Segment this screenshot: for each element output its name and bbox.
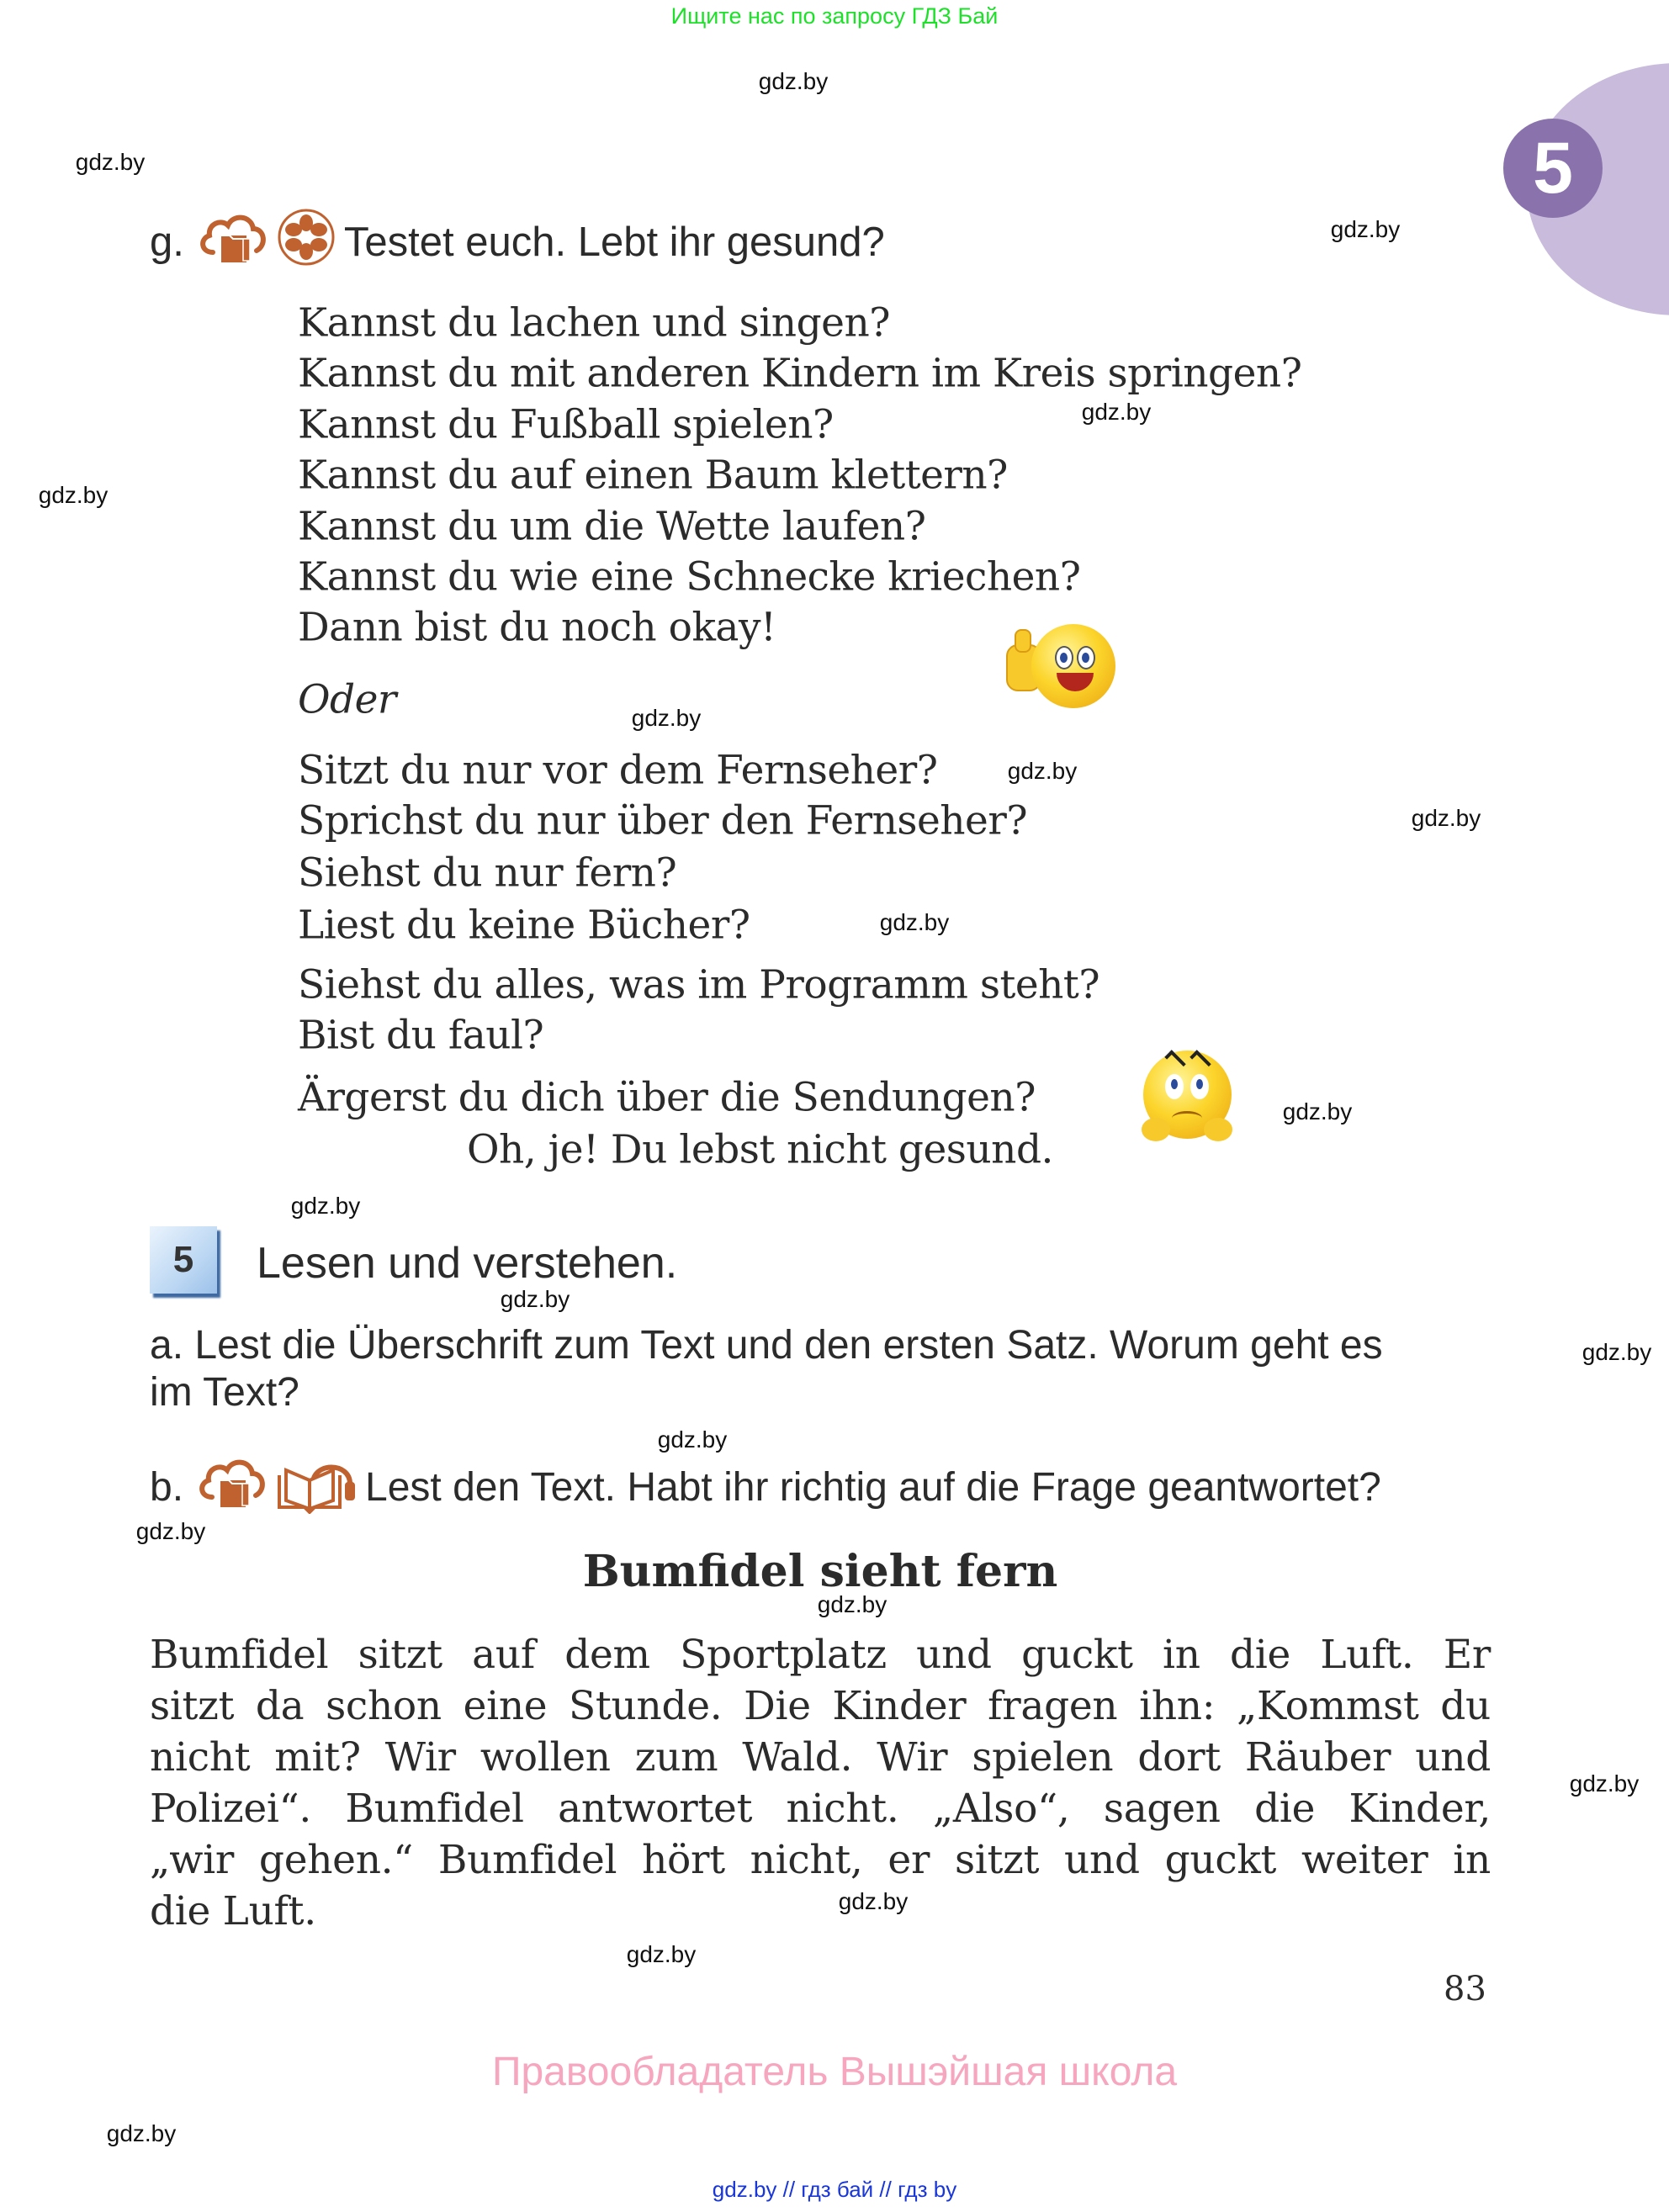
watermark: gdz.by [758, 68, 829, 94]
task-a-label: a. [150, 1323, 184, 1368]
watermark: gdz.by [75, 149, 146, 175]
poem-line: Bist du faul? [298, 1012, 544, 1059]
worried-smiley-icon [1140, 1045, 1237, 1145]
poem-conclusion: Oh, je! Du lebst nicht gesund. [467, 1126, 1053, 1173]
story-line: die Luft. [150, 1888, 316, 1934]
thumbs-up-smiley-icon [1003, 621, 1121, 713]
rights-holder-notice: Правообладатель Вышэйшая школа [491, 2050, 1178, 2094]
poem-line: Kannst du lachen und singen? [298, 299, 890, 347]
poem-line: Siehst du alles, was im Programm steht? [298, 961, 1100, 1008]
poem-line: Siehst du nur fern? [298, 849, 677, 897]
watermark: gdz.by [38, 482, 109, 508]
task-g-label: g. [150, 220, 184, 265]
watermark: gdz.by [817, 1591, 887, 1617]
poem-separator: Oder [298, 676, 396, 723]
watermark: gdz.by [500, 1286, 570, 1312]
page-number: 83 [1444, 1970, 1486, 2008]
task-a-text-line1: Lest die Überschrift zum Text und den ersten Satz. Worum geht es [194, 1323, 1383, 1368]
watermark: gdz.by [838, 1888, 909, 1914]
watermark: gdz.by [1081, 399, 1152, 425]
watermark: gdz.by [106, 2120, 177, 2146]
exercise-number-badge: 5 [150, 1226, 217, 1294]
story-line: sitzt da schon eine Stunde. Die Kinder fragen ihn: „Kommst du [150, 1683, 1491, 1729]
watermark: gdz.by [631, 705, 702, 731]
chapter-badge: 5 [1503, 119, 1603, 218]
task-b-label: b. [150, 1464, 184, 1510]
watermark: gdz.by [1330, 216, 1401, 242]
poem-line: Kannst du auf einen Baum klettern? [298, 452, 1008, 499]
flower-icon [277, 208, 336, 277]
watermark: gdz.by [135, 1518, 206, 1544]
task-g-text: Testet euch. Lebt ihr gesund? [343, 220, 885, 265]
poem-line: Kannst du wie eine Schnecke kriechen? [298, 553, 1081, 601]
book-headphones-icon [276, 1450, 357, 1524]
story-line: Bumfidel sitzt auf dem Sportplatz und guckt in die Luft. Er [150, 1632, 1491, 1678]
watermark: gdz.by [1411, 805, 1481, 831]
story-line: Polizei“. Bumfidel antwortet nicht. „Also“, sagen die Kinder, [150, 1786, 1491, 1832]
footer-links[interactable]: gdz.by // гдз бай // гдз by [712, 2177, 957, 2202]
poem-line: Kannst du mit anderen Kindern im Kreis springen? [298, 350, 1302, 397]
task-g-heading [150, 212, 885, 273]
poem-line: Liest du keine Bücher? [298, 902, 750, 949]
task-a-text-line2: im Text? [150, 1370, 299, 1415]
watermark: gdz.by [290, 1193, 361, 1219]
watermark: gdz.by [626, 1941, 697, 1967]
poem-line: Sprichst du nur über den Fernseher? [298, 797, 1028, 844]
story-title: Bumfidel sieht fern [582, 1546, 1058, 1597]
watermark: gdz.by [1282, 1098, 1353, 1125]
exercise-title: Lesen und verstehen. [257, 1239, 678, 1288]
watermark: gdz.by [1007, 758, 1078, 784]
task-b-text: Lest den Text. Habt ihr richtig auf die Frage geantwortet? [365, 1464, 1381, 1510]
watermark: gdz.by [1569, 1770, 1640, 1797]
search-banner: Ищите нас по запросу ГДЗ Бай [670, 3, 999, 29]
watermark: gdz.by [879, 909, 950, 935]
watermark: gdz.by [657, 1426, 728, 1453]
watermark: gdz.by [1582, 1339, 1652, 1365]
cloud-folder-icon [196, 210, 268, 274]
story-line: nicht mit? Wir wollen zum Wald. Wir spielen dort Räuber und [150, 1734, 1491, 1781]
poem-line: Sitzt du nur vor dem Fernseher? [298, 747, 938, 794]
task-a [150, 1322, 1383, 1416]
task-b-heading [150, 1453, 1381, 1521]
story-paragraph [150, 1629, 1491, 1937]
poem-line: Dann bist du noch okay! [298, 604, 776, 651]
poem-line: Kannst du Fußball spielen? [298, 401, 834, 448]
cloud-folder-icon [195, 1455, 268, 1519]
poem-line: Ärgerst du dich über die Sendungen? [298, 1074, 1036, 1121]
poem-line: Kannst du um die Wette laufen? [298, 503, 926, 550]
story-line: „wir gehen.“ Bumfidel hört nicht, er sitzt und guckt weiter in [150, 1837, 1491, 1883]
